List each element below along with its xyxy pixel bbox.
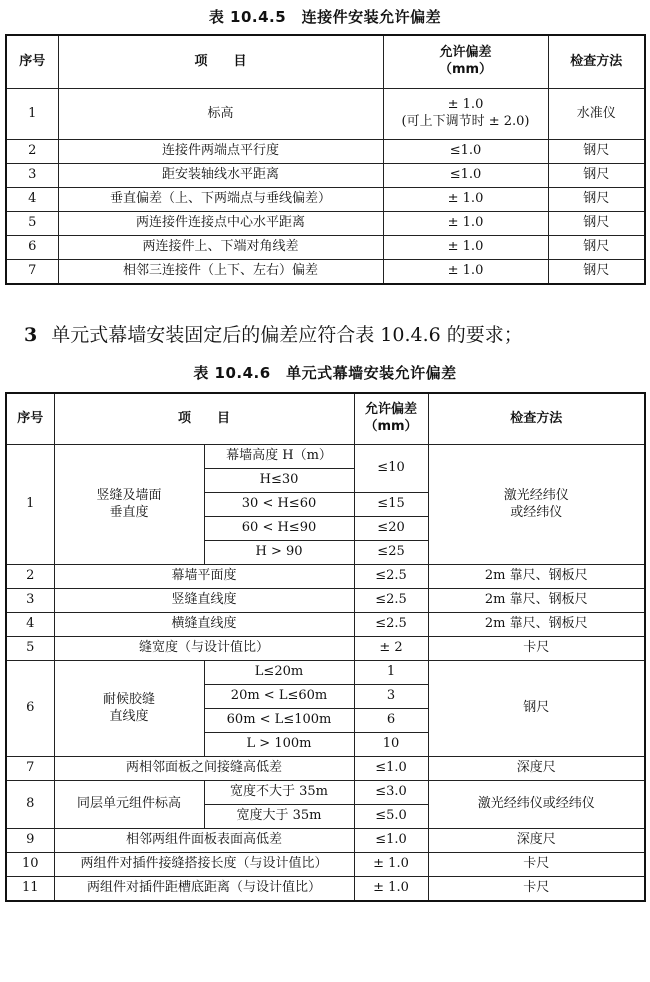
row-condition: 宽度大于 35m xyxy=(204,805,354,829)
row-condition: 60m < L≤100m xyxy=(204,709,354,733)
row-tolerance: ≤2.5 xyxy=(354,565,428,589)
row-no: 3 xyxy=(6,589,54,613)
tolerance-note: (可上下调节时 ± 2.0) xyxy=(401,114,530,129)
row-item: 两连接件连接点中心水平距离 xyxy=(58,212,383,236)
header-no: 序号 xyxy=(6,393,54,445)
row-no: 11 xyxy=(6,877,54,902)
row-method: 卡尺 xyxy=(428,637,645,661)
table1-header-row xyxy=(6,35,645,89)
table-row xyxy=(6,89,645,140)
row-condition: 60 < H≤90 xyxy=(204,517,354,541)
table-row xyxy=(6,853,645,877)
row-condition: L≤20m xyxy=(204,661,354,685)
row-item-line2: 直线度 xyxy=(109,708,149,724)
row-tolerance: ≤1.0 xyxy=(383,164,548,188)
row-tolerance: ≤25 xyxy=(354,541,428,565)
table2-caption: 表 10.4.6 单元式幕墙安装允许偏差 xyxy=(193,364,457,382)
row-tolerance: ± 1.0 xyxy=(354,853,428,877)
table-row xyxy=(6,757,645,781)
row-method: 钢尺 xyxy=(548,188,645,212)
row-tolerance: 6 xyxy=(354,709,428,733)
table-row xyxy=(6,236,645,260)
row-tolerance: ≤20 xyxy=(354,517,428,541)
row-item: 两组件对插件接缝搭接长度（与设计值比） xyxy=(54,853,354,877)
row-condition: H≤30 xyxy=(204,469,354,493)
row-no: 1 xyxy=(6,445,54,565)
table-row xyxy=(6,637,645,661)
table-10-4-6 xyxy=(5,392,646,902)
row-tolerance xyxy=(383,89,548,140)
row-tolerance: ≤5.0 xyxy=(354,805,428,829)
row-item-line2: 垂直度 xyxy=(109,504,149,520)
header-method: 检查方法 xyxy=(428,393,645,445)
row-no: 4 xyxy=(6,613,54,637)
row-method: 钢尺 xyxy=(548,164,645,188)
row-method: 2m 靠尺、钢板尺 xyxy=(428,613,645,637)
table-row xyxy=(6,164,645,188)
table-row xyxy=(6,565,645,589)
row-item: 垂直偏差（上、下两端点与垂线偏差） xyxy=(58,188,383,212)
row-no: 7 xyxy=(6,260,58,285)
row-item: 两相邻面板之间接缝高低差 xyxy=(54,757,354,781)
row-condition: 20m < L≤60m xyxy=(204,685,354,709)
row-method: 水准仪 xyxy=(548,89,645,140)
row-tolerance: ≤3.0 xyxy=(354,781,428,805)
table-row xyxy=(6,212,645,236)
header-tolerance-line1: 允许偏差 xyxy=(365,402,418,418)
row-no: 3 xyxy=(6,164,58,188)
row-item xyxy=(54,445,204,565)
row-item: 距安装轴线水平距离 xyxy=(58,164,383,188)
table-row xyxy=(6,188,645,212)
row-tolerance: ± 1.0 xyxy=(383,188,548,212)
header-item: 项 目 xyxy=(58,35,383,89)
row-tolerance: ± 1.0 xyxy=(383,260,548,285)
row-item: 横缝直线度 xyxy=(54,613,354,637)
row-method-line2: 或经纬仪 xyxy=(510,504,563,520)
row-condition: 30 < H≤60 xyxy=(204,493,354,517)
table-row xyxy=(6,877,645,902)
row-method: 钢尺 xyxy=(428,661,645,757)
row-no: 4 xyxy=(6,188,58,212)
table2-header-row xyxy=(6,393,645,445)
tolerance-value: ± 1.0 xyxy=(447,97,484,113)
header-tolerance xyxy=(383,35,548,89)
clause-number: 3 xyxy=(24,324,38,346)
row-item: 竖缝直线度 xyxy=(54,589,354,613)
row-no: 8 xyxy=(6,781,54,829)
row-condition: 幕墙高度 H（m） xyxy=(204,445,354,469)
row-tolerance: ≤2.5 xyxy=(354,589,428,613)
clause-text: 单元式幕墙安装固定后的偏差应符合表 10.4.6 的要求； xyxy=(51,324,523,346)
table-row xyxy=(6,445,645,469)
row-tolerance: ≤15 xyxy=(354,493,428,517)
table-row xyxy=(6,613,645,637)
row-no: 5 xyxy=(6,637,54,661)
table1-caption: 表 10.4.5 连接件安装允许偏差 xyxy=(208,8,442,26)
row-condition: H > 90 xyxy=(204,541,354,565)
row-tolerance: 1 xyxy=(354,661,428,685)
header-tolerance-line2: （mm） xyxy=(364,419,418,434)
row-no: 7 xyxy=(6,757,54,781)
row-tolerance: ± 2 xyxy=(354,637,428,661)
row-no: 6 xyxy=(6,661,54,757)
table-row xyxy=(6,781,645,805)
header-tolerance xyxy=(354,393,428,445)
row-no: 10 xyxy=(6,853,54,877)
row-item: 两连接件上、下端对角线差 xyxy=(58,236,383,260)
row-item: 同层单元组件标高 xyxy=(54,781,204,829)
row-no: 6 xyxy=(6,236,58,260)
row-tolerance: ≤10 xyxy=(354,445,428,493)
header-tolerance-line1: 允许偏差 xyxy=(439,45,492,61)
row-tolerance: ± 1.0 xyxy=(354,877,428,902)
row-tolerance: 3 xyxy=(354,685,428,709)
row-method-line1: 激光经纬仪 xyxy=(503,487,569,503)
header-tolerance-line2: （mm） xyxy=(438,62,493,77)
table-row xyxy=(6,829,645,853)
table-row xyxy=(6,140,645,164)
header-method: 检查方法 xyxy=(548,35,645,89)
row-no: 9 xyxy=(6,829,54,853)
row-method: 深度尺 xyxy=(428,829,645,853)
row-item: 两组件对插件距槽底距离（与设计值比） xyxy=(54,877,354,902)
row-item-line1: 耐候胶缝 xyxy=(102,691,155,707)
row-item: 标高 xyxy=(58,89,383,140)
row-condition: L > 100m xyxy=(204,733,354,757)
row-item: 缝宽度（与设计值比） xyxy=(54,637,354,661)
row-method: 钢尺 xyxy=(548,140,645,164)
row-tolerance: ≤2.5 xyxy=(354,613,428,637)
row-method: 卡尺 xyxy=(428,853,645,877)
row-no: 2 xyxy=(6,140,58,164)
row-method: 钢尺 xyxy=(548,212,645,236)
row-condition: 宽度不大于 35m xyxy=(204,781,354,805)
row-tolerance: ≤1.0 xyxy=(383,140,548,164)
row-tolerance: ± 1.0 xyxy=(383,212,548,236)
row-method: 2m 靠尺、钢板尺 xyxy=(428,589,645,613)
header-item: 项 目 xyxy=(54,393,354,445)
row-item: 连接件两端点平行度 xyxy=(58,140,383,164)
clause-paragraph xyxy=(24,320,644,347)
row-no: 5 xyxy=(6,212,58,236)
row-tolerance: 10 xyxy=(354,733,428,757)
row-method: 深度尺 xyxy=(428,757,645,781)
row-item: 相邻三连接件（上下、左右）偏差 xyxy=(58,260,383,285)
row-item xyxy=(54,661,204,757)
header-no: 序号 xyxy=(6,35,58,89)
row-method xyxy=(428,445,645,565)
table-row xyxy=(6,260,645,285)
row-item: 相邻两组件面板表面高低差 xyxy=(54,829,354,853)
row-tolerance: ± 1.0 xyxy=(383,236,548,260)
row-method: 2m 靠尺、钢板尺 xyxy=(428,565,645,589)
row-method: 卡尺 xyxy=(428,877,645,902)
row-method: 钢尺 xyxy=(548,260,645,285)
table-row xyxy=(6,661,645,685)
row-item-line1: 竖缝及墙面 xyxy=(96,487,162,503)
row-tolerance: ≤1.0 xyxy=(354,757,428,781)
row-no: 1 xyxy=(6,89,58,140)
table-row xyxy=(6,589,645,613)
row-item: 幕墙平面度 xyxy=(54,565,354,589)
row-no: 2 xyxy=(6,565,54,589)
row-method: 激光经纬仪或经纬仪 xyxy=(428,781,645,829)
row-tolerance: ≤1.0 xyxy=(354,829,428,853)
row-method: 钢尺 xyxy=(548,236,645,260)
table-10-4-5 xyxy=(5,34,646,285)
